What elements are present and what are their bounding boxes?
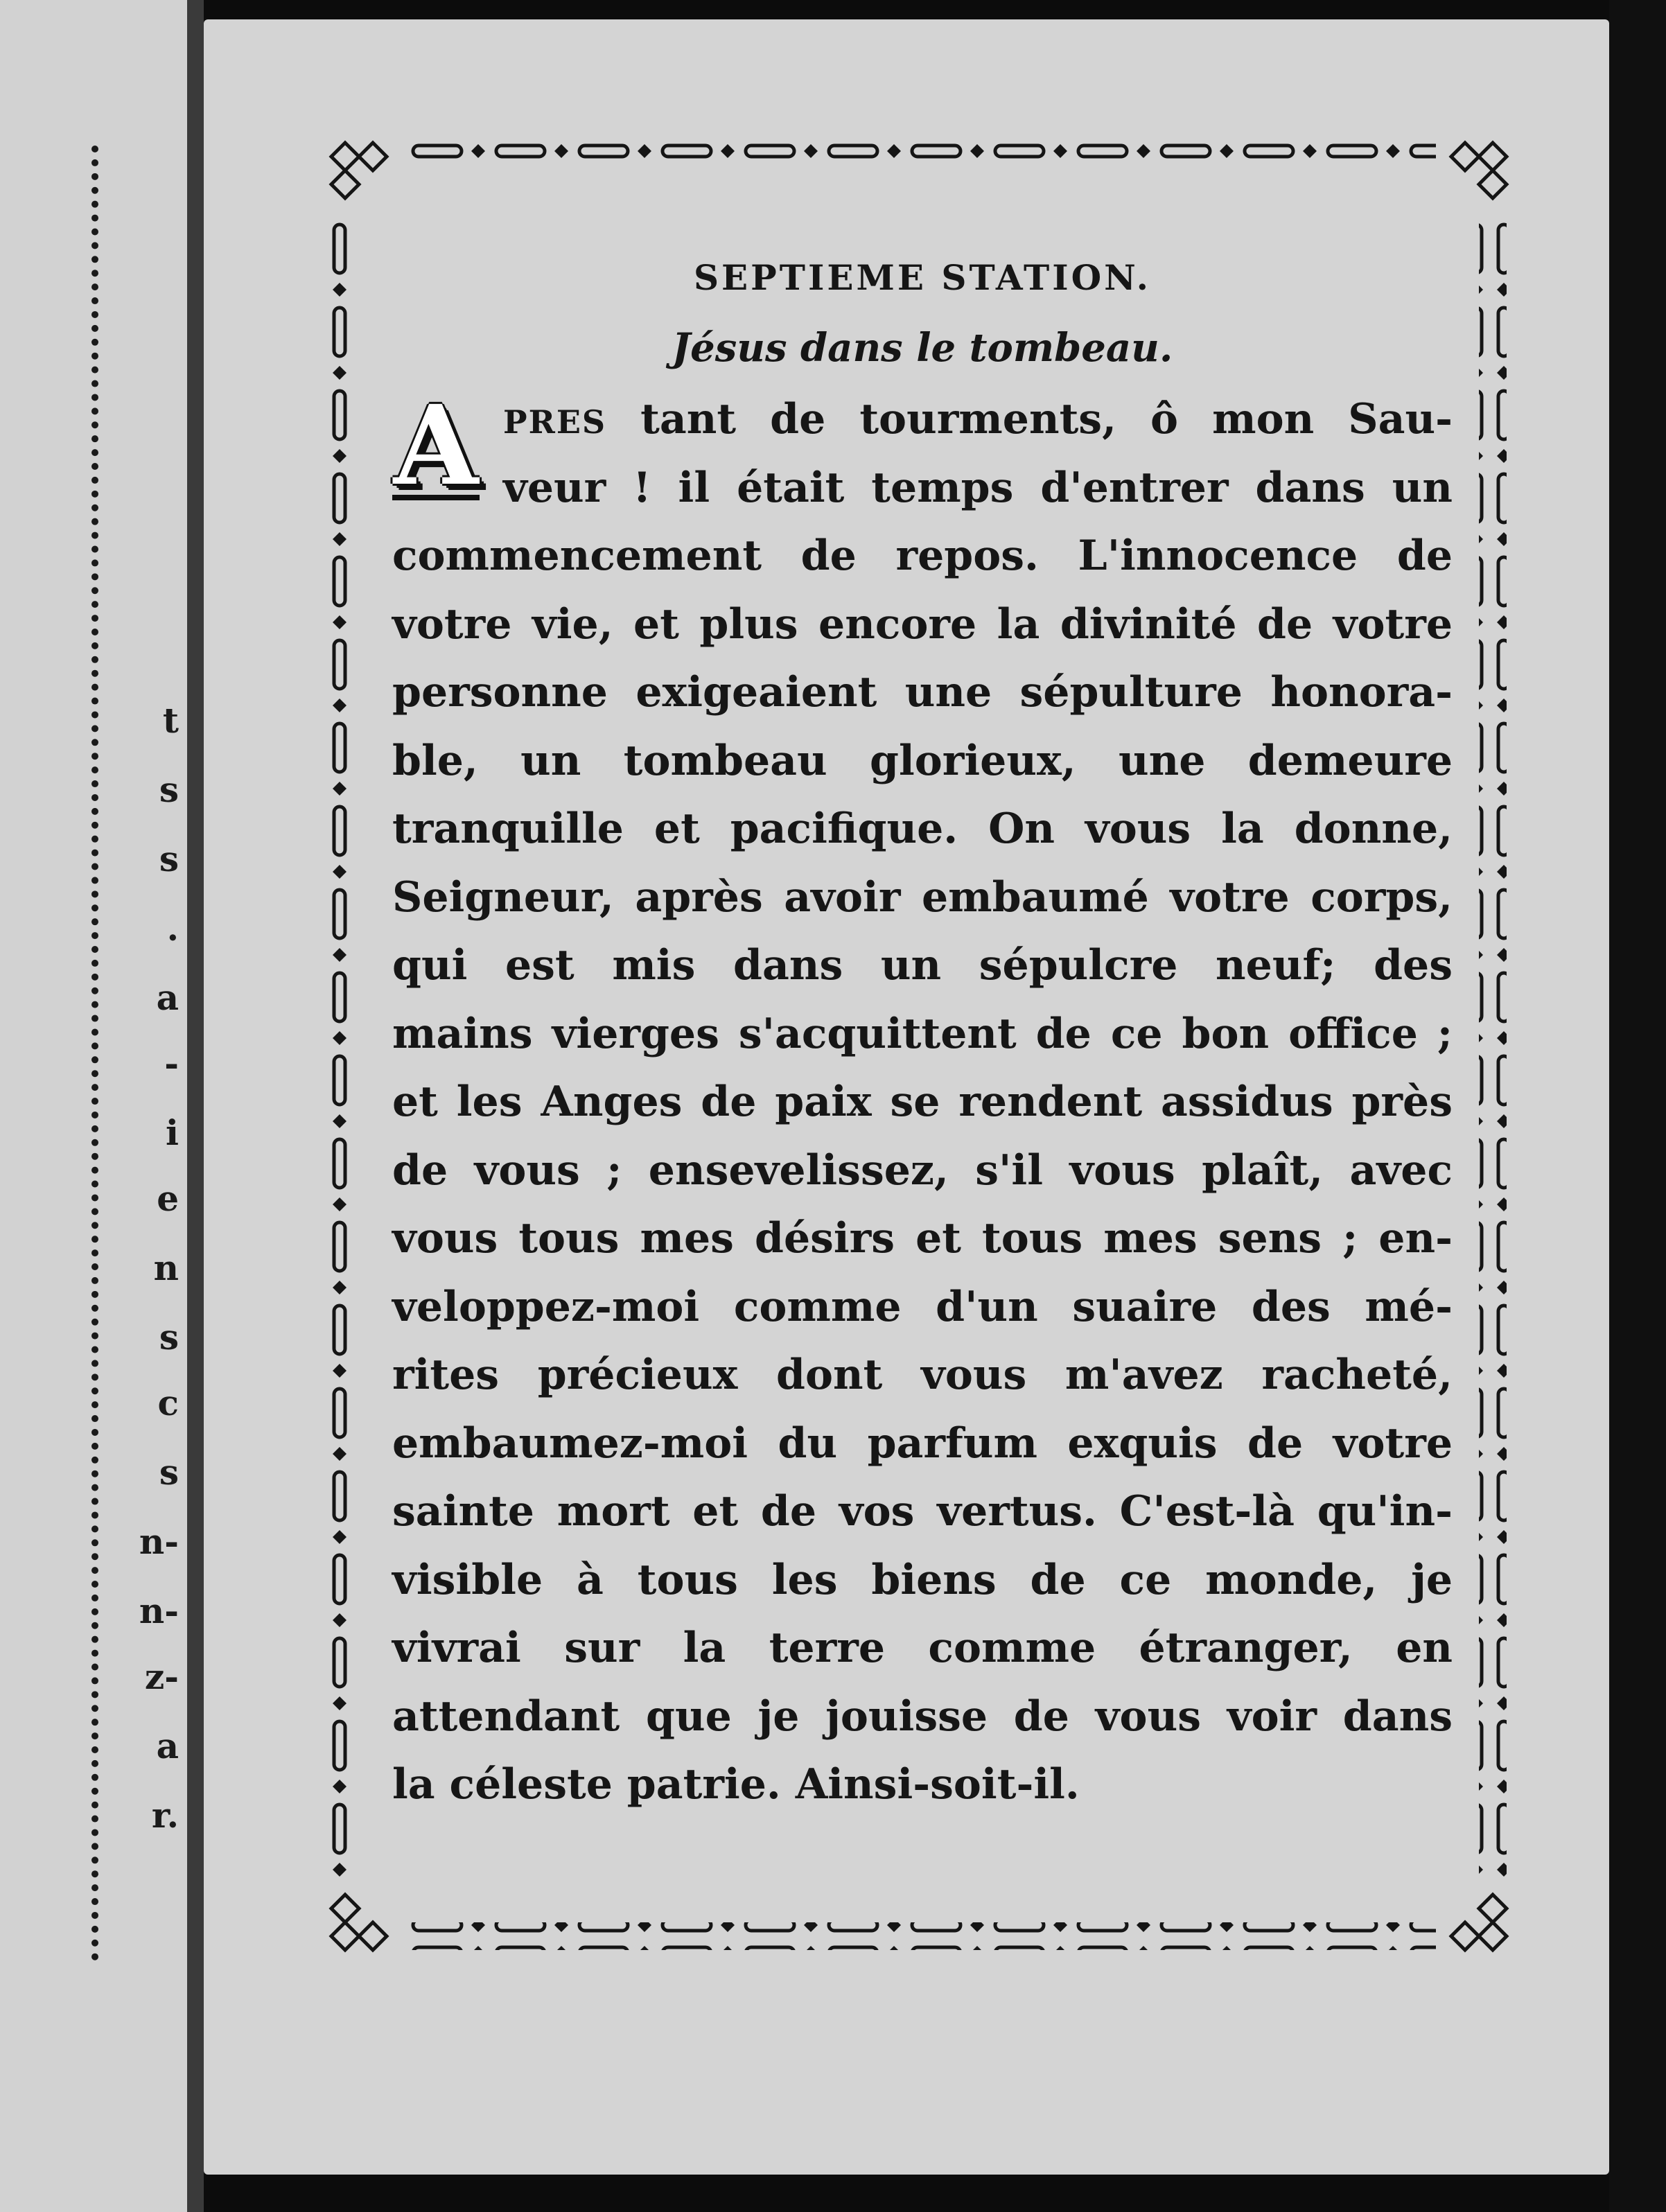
page-content	[392, 236, 1453, 1819]
edge-letter: n	[153, 1247, 179, 1288]
text-line: et les Anges de paix se rendent assidus près	[392, 1078, 1453, 1126]
dropcap-letter: A	[393, 382, 479, 510]
left-page-text-fragments	[0, 0, 187, 2212]
edge-letter: c	[157, 1382, 179, 1423]
prayer-lines	[392, 382, 1453, 1819]
edge-letter: s	[159, 839, 179, 879]
text-line-content: tant de tourments, ô mon Sau-	[640, 395, 1453, 444]
text-line: visible à tous les biens de ce monde, je	[392, 1555, 1453, 1604]
prayer-text	[392, 382, 1453, 1819]
text-line: de vous ; ensevelissez, s'il vous plaît, avec	[392, 1146, 1453, 1195]
edge-letter: n-	[139, 1590, 179, 1631]
edge-letter: i	[166, 1112, 179, 1153]
edge-letter: s	[159, 1317, 179, 1358]
text-line: la céleste patrie. Ainsi-soit-il.	[392, 1760, 1080, 1809]
text-line: qui est mis dans un sépulcre neuf; des	[392, 941, 1453, 990]
text-line	[392, 385, 1453, 454]
text-line: commencement de repos. L'innocence de	[392, 532, 1453, 580]
edge-letter: t	[162, 700, 179, 741]
edge-letter: .	[166, 908, 179, 949]
edge-letter: a	[156, 977, 179, 1018]
text-line: vivrai sur la terre comme étranger, en	[392, 1624, 1453, 1672]
text-line: tranquille et pacifique. On vous la donne,	[392, 805, 1453, 853]
text-line: vous tous mes désirs et tous mes sens ; en-	[392, 1214, 1453, 1263]
station-title: SEPTIEME STATION.	[693, 257, 1152, 298]
edge-letter: s	[159, 1452, 179, 1493]
text-line: personne exigeaient une sépulture honora-	[392, 668, 1453, 717]
book-gutter	[187, 0, 204, 2212]
text-line: Seigneur, après avoir embaumé votre corps,	[392, 872, 1453, 922]
scan-edge	[1609, 0, 1666, 2212]
edge-letter: z-	[144, 1656, 179, 1697]
station-subtitle: Jésus dans le tombeau.	[672, 325, 1173, 371]
text-line: votre vie, et plus encore la divinité de votre	[392, 599, 1453, 649]
text-line: embaumez-moi du parfum exquis de votre	[392, 1419, 1453, 1468]
text-line: veloppez-moi comme d'un suaire des mé-	[392, 1282, 1453, 1331]
edge-letter: a	[156, 1726, 179, 1766]
edge-letter: s	[159, 769, 179, 810]
text-line: veur ! il était temps d'entrer dans un	[503, 463, 1453, 512]
first-word-rest: PRES	[503, 403, 607, 441]
edge-letter: e	[157, 1178, 179, 1219]
text-line: ble, un tombeau glorieux, une demeure	[392, 736, 1453, 785]
text-line: sainte mort et de vos vertus. C'est-là qu'in-	[392, 1487, 1453, 1536]
left-page	[0, 0, 193, 2212]
text-line: mains vierges s'acquittent de ce bon office ;	[392, 1009, 1453, 1058]
text-line: attendant que je jouisse de vous voir dans	[392, 1692, 1453, 1741]
edge-letter: r.	[151, 1795, 179, 1836]
text-line: rites précieux dont vous m'avez racheté,	[392, 1351, 1453, 1399]
edge-letter: -	[164, 1043, 179, 1084]
edge-letter: n-	[139, 1521, 179, 1562]
